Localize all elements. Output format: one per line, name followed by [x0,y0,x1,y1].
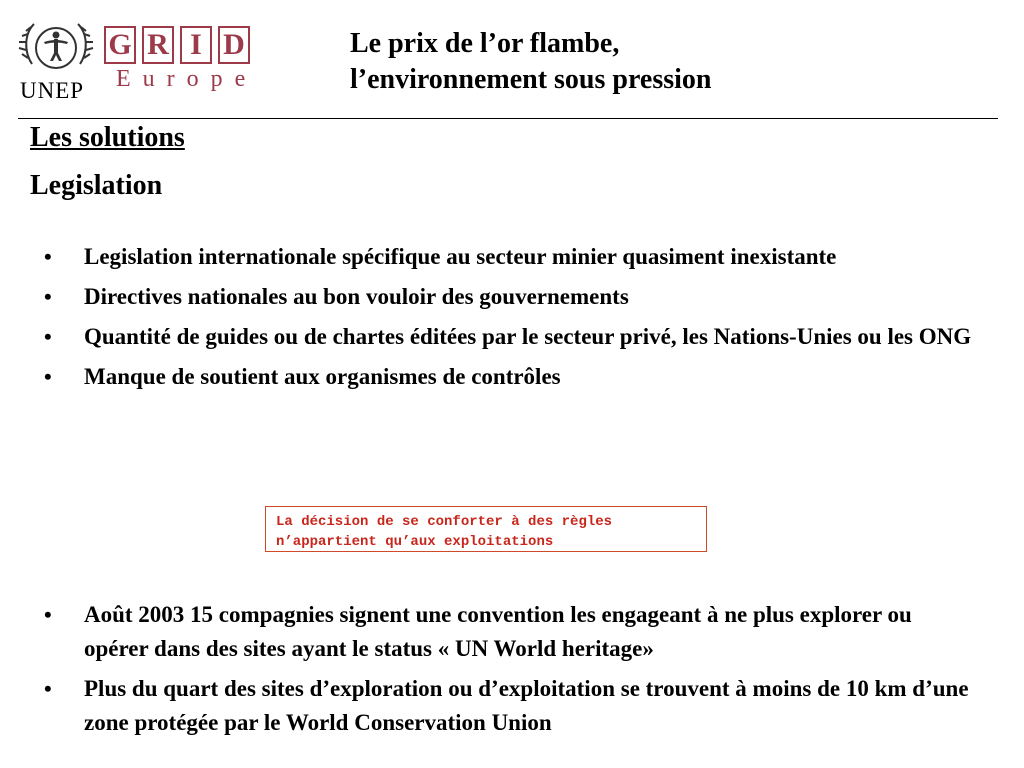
bullet-text: Directives nationales au bon vouloir des gouvernements [84,284,629,309]
bullet-text: Août 2003 15 compagnies signent une convention les engageant à ne plus explorer ou opérer dans des sites ayant le status « UN World heritage» [84,602,912,661]
grid-europe-wordmark: Europe [116,66,258,92]
bullet-icon: • [44,244,52,269]
bullet-text: Plus du quart des sites d’exploration ou d’exploitation se trouvent à moins de 10 km d’une zone protégée par le World Conservation Union [84,676,969,735]
unep-wordmark: UNEP [20,78,85,103]
grid-logo [104,26,250,64]
bullet-list-bottom [40,598,980,746]
slide-title [350,26,711,98]
callout-box [265,506,707,552]
grid-letter-i: I [180,26,212,64]
bullet-item [40,672,980,740]
bullet-item [40,240,980,274]
grid-letter-r: R [142,26,174,64]
bullet-icon: • [44,364,52,389]
slide-title-line-2: l’environnement sous pression [350,64,712,95]
bullet-item [40,598,980,666]
grid-letter-d: D [218,26,250,64]
slide-title-line-1: Le prix de l’or flambe, [350,28,620,59]
header-divider [18,118,998,119]
callout-line-2: n’appartient qu’aux exploitations [276,534,554,550]
bullet-icon: • [44,676,52,701]
callout-line-1: La décision de se conforter à des règles [276,514,613,530]
bullet-icon: • [44,284,52,309]
bullet-list-top [40,240,980,400]
bullet-item [40,360,980,394]
bullet-icon: • [44,324,52,349]
bullet-item [40,280,980,314]
section-heading: Les solutions [30,122,185,153]
grid-letter-g: G [104,26,136,64]
bullet-text: Manque de soutient aux organismes de contrôles [84,364,561,389]
bullet-item [40,320,980,354]
bullet-text: Legislation internationale spécifique au secteur minier quasiment inexistante [84,244,837,269]
bullet-icon: • [44,602,52,627]
sub-heading: Legislation [30,170,163,201]
bullet-text: Quantité de guides ou de chartes éditées par le secteur privé, les Nations-Unies ou les ONG [84,324,972,349]
